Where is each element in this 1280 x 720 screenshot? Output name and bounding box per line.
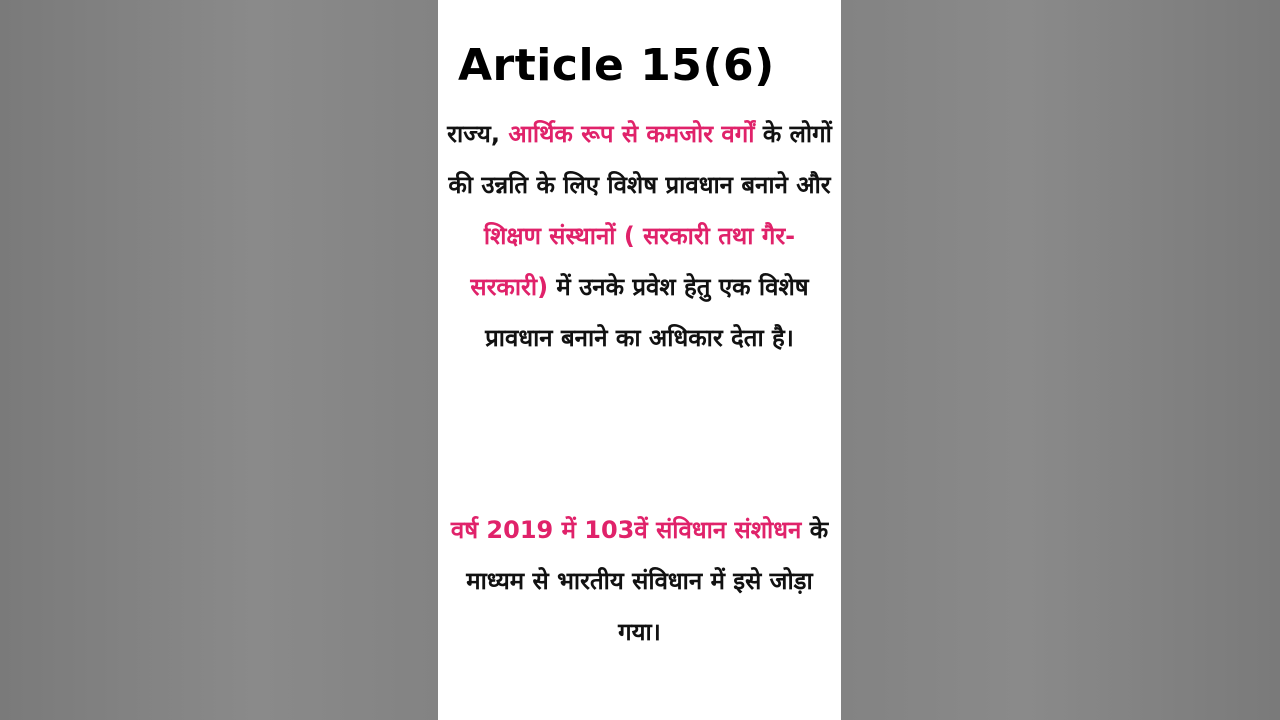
content-card [438, 0, 841, 720]
description-text-3: में उनके प्रवेश हेतु एक विशेष प्रावधान बनाने का अधिकार देता है। [485, 273, 809, 352]
amendment-note [442, 505, 837, 658]
highlight-amendment: वर्ष 2019 में 103वें संविधान संशोधन [450, 516, 802, 544]
highlight-weaker-sections: आर्थिक रूप से कमजोर वर्गों [508, 120, 755, 148]
article-title: Article 15(6) [458, 40, 775, 91]
description-text-2: के लोगों की उन्नति के लिए विशेष प्रावधान बनाने और [448, 120, 832, 199]
highlight-educational-institutions: शिक्षण संस्थानों ( सरकारी तथा गैर- सरकारी) [470, 222, 796, 301]
amendment-text: के माध्यम से भारतीय संविधान में इसे जोड़ा गया। [466, 516, 829, 646]
description-text-1: राज्य, [447, 120, 509, 148]
article-description [442, 109, 837, 364]
